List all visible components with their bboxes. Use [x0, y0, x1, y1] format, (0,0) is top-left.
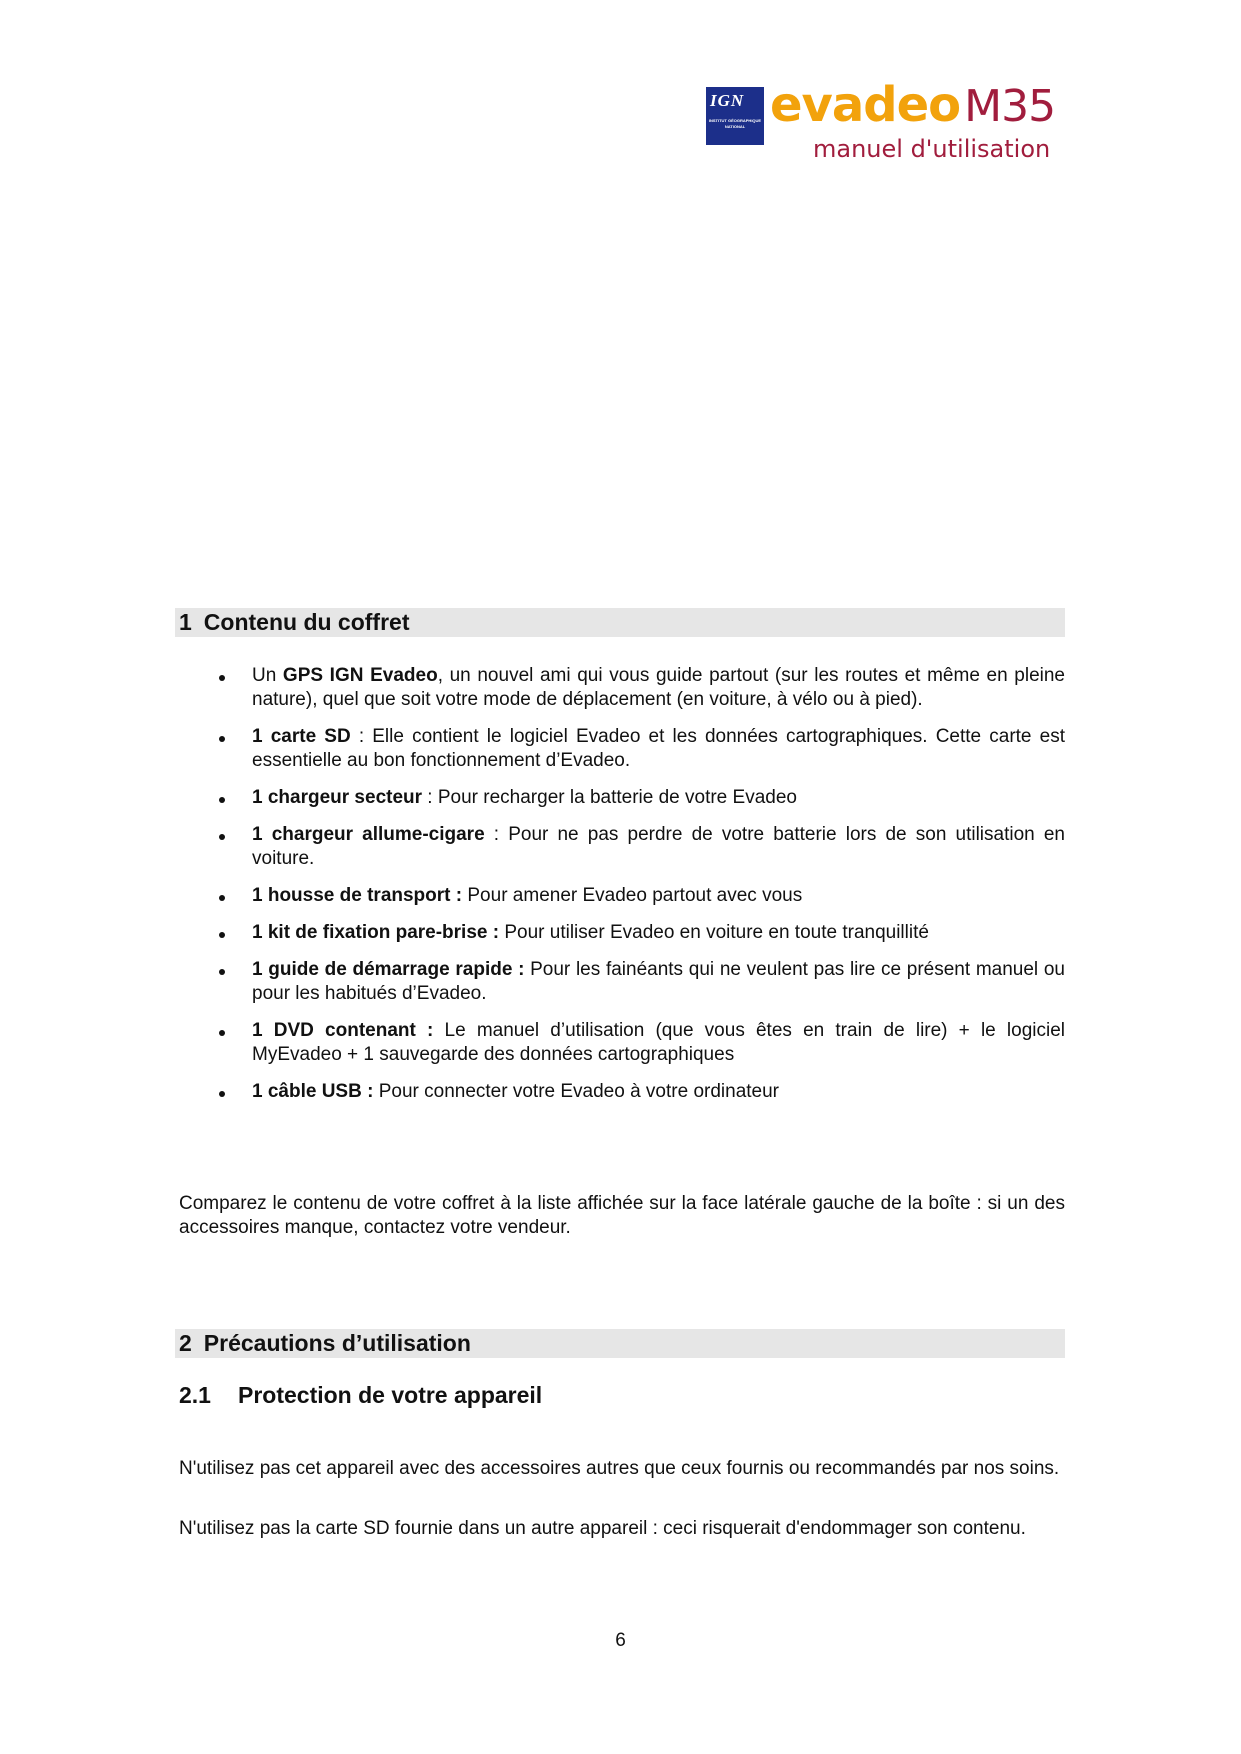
paragraph: N'utilisez pas la carte SD fournie dans un autre appareil : ceci risquerait d'endommager son contenu. — [179, 1518, 1026, 1539]
ign-logo-subtitle: INSTITUT GÉOGRAPHIQUE NATIONAL — [708, 118, 762, 129]
brand-name — [770, 77, 1055, 133]
list-item: 1 câble USB : Pour connecter votre Evadeo à votre ordinateur — [175, 1080, 1065, 1104]
box-contents-list — [175, 664, 1065, 1117]
subsection-heading-protection — [179, 1381, 542, 1410]
list-item: 1 carte SD : Elle contient le logiciel Evadeo et les données cartographiques. Cette carte est essentielle au bon fonctionnement d’Evadeo. — [175, 725, 1065, 773]
list-item: 1 housse de transport : Pour amener Evadeo partout avec vous — [175, 884, 1065, 908]
section-title: Précautions d’utilisation — [203, 1330, 471, 1356]
page-number: 6 — [615, 1630, 626, 1651]
paragraph: N'utilisez pas cet appareil avec des accessoires autres que ceux fournis ou recommandés par nos soins. — [179, 1458, 1060, 1479]
brand-evadeo: evadeo — [770, 77, 961, 133]
header-logo — [706, 77, 1066, 165]
list-item: 1 chargeur secteur : Pour recharger la batterie de votre Evadeo — [175, 786, 1065, 810]
ign-logo — [706, 87, 764, 145]
section-heading-precautions — [175, 1329, 1065, 1358]
list-item: 1 chargeur allume-cigare : Pour ne pas perdre de votre batterie lors de son utilisation en voiture. — [175, 823, 1065, 871]
section-number: 2 — [179, 1330, 192, 1356]
list-item: 1 kit de fixation pare-brise : Pour utiliser Evadeo en voiture en toute tranquillité — [175, 921, 1065, 945]
section-number: 1 — [179, 609, 192, 635]
subsection-title: Protection de votre appareil — [238, 1382, 543, 1408]
list-item: 1 DVD contenant : Le manuel d’utilisation (que vous êtes en train de lire) + le logiciel MyEvadeo + 1 sauvegarde des données cartographiques — [175, 1019, 1065, 1067]
list-item: 1 guide de démarrage rapide : Pour les fainéants qui ne veulent pas lire ce présent manuel ou pour les habitués d’Evadeo. — [175, 958, 1065, 1006]
section-heading-contenu — [175, 608, 1065, 637]
ign-logo-label: IGN — [710, 91, 745, 110]
subsection-number: 2.1 — [179, 1382, 211, 1408]
section-title: Contenu du coffret — [203, 609, 410, 635]
list-item: Un GPS IGN Evadeo, un nouvel ami qui vous guide partout (sur les routes et même en pleine nature), quel que soit votre mode de déplacement (en voiture, à vélo ou à pied). — [175, 664, 1065, 712]
manual-subtitle: manuel d'utilisation — [813, 135, 1051, 163]
contents-note: Comparez le contenu de votre coffret à la liste affichée sur la face latérale gauche de la boîte : si un des accessoires manque, contactez votre vendeur. — [179, 1193, 1065, 1238]
brand-model: M35 — [964, 81, 1056, 132]
